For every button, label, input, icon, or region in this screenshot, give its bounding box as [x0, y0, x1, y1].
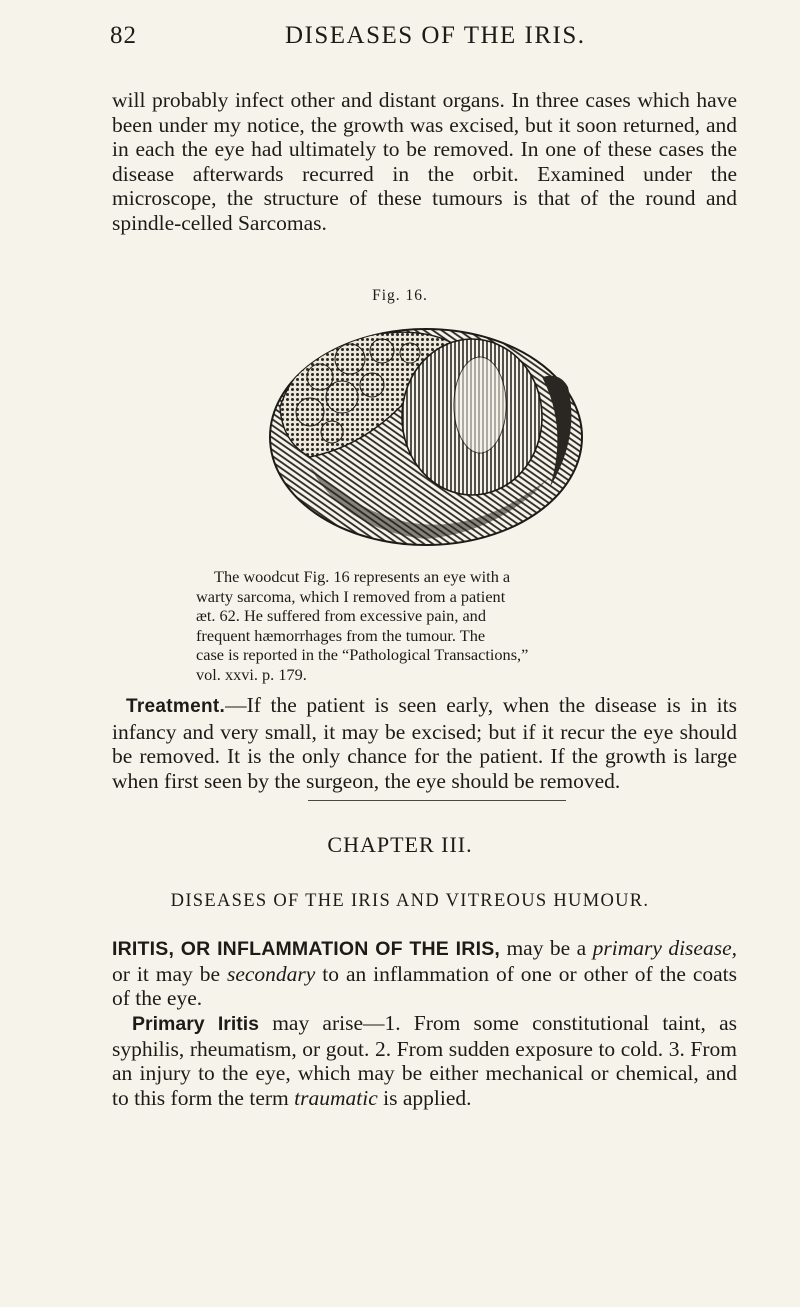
iritis-heading: IRITIS, OR INFLAMMATION OF THE IRIS,: [112, 938, 501, 960]
section-divider: [308, 800, 566, 801]
primary-iritis-text: is applied.: [377, 1085, 472, 1110]
running-title: DISEASES OF THE IRIS.: [285, 22, 586, 49]
running-head: [110, 22, 730, 62]
iritis-emphasis: secondary: [226, 961, 316, 986]
iritis-emphasis: primary disease,: [592, 936, 737, 960]
treatment-text: —If the patient is seen early, when the disease is in its infancy and very small, it may be excised; but if it recur the eye should be removed. It is the only chance for the patient. If the growth is large when first seen by the surgeon, the eye should be removed.: [112, 693, 737, 793]
iritis-text: to an inflammation of one or other of the coats of the eye.: [112, 961, 737, 1010]
eye-sarcoma-woodcut: [250, 317, 610, 549]
caption-line: case is reported in the “Pathological Transactions,”: [196, 645, 529, 664]
iritis-paragraph: [112, 936, 737, 1011]
caption-line: warty sarcoma, which I removed from a patient: [196, 586, 506, 606]
figure-label: Fig. 16.: [372, 287, 428, 304]
primary-iritis-text: may arise—1. From some constitutional taint, as syphilis, rheumatism, or gout. 2. From sudden exposure to cold. 3. From an injury to the eye, which may be either mechanical or chemical, and to this form the term: [112, 1011, 737, 1110]
caption-line: The woodcut Fig. 16 represents an eye with a: [214, 567, 511, 586]
caption-line: æt. 62. He suffered from excessive pain, and: [196, 606, 486, 625]
treatment-heading: Treatment.: [126, 696, 226, 717]
iritis-text: or it may be: [112, 961, 227, 986]
treatment-paragraph: [112, 693, 737, 793]
primary-iritis-heading: Primary Iritis: [132, 1013, 260, 1035]
figure-caption: [196, 567, 666, 684]
chapter-title: CHAPTER III.: [327, 832, 473, 857]
caption-line: vol. xxvi. p. 179.: [196, 664, 307, 684]
page-number: 82: [110, 22, 137, 49]
paragraph-sarcoma-recurrence: will probably infect other and distant organs. In three cases which have been under my notice, the growth was excised, but it soon returned, and in each the eye had ultimately to be removed. In one of these cases the disease afterwards recurred in the orbit. Examined under the microscope, the structure of these tumours is that of the round and spindle-celled Sarcomas.: [112, 88, 737, 235]
primary-iritis-emphasis: traumatic: [294, 1085, 378, 1110]
primary-iritis-paragraph: [112, 1011, 737, 1110]
caption-line: frequent hæmorrhages from the tumour. The: [196, 625, 486, 645]
chapter-subtitle: DISEASES OF THE IRIS AND VITREOUS HUMOUR.: [170, 891, 650, 911]
iritis-text: may be a: [500, 936, 593, 960]
